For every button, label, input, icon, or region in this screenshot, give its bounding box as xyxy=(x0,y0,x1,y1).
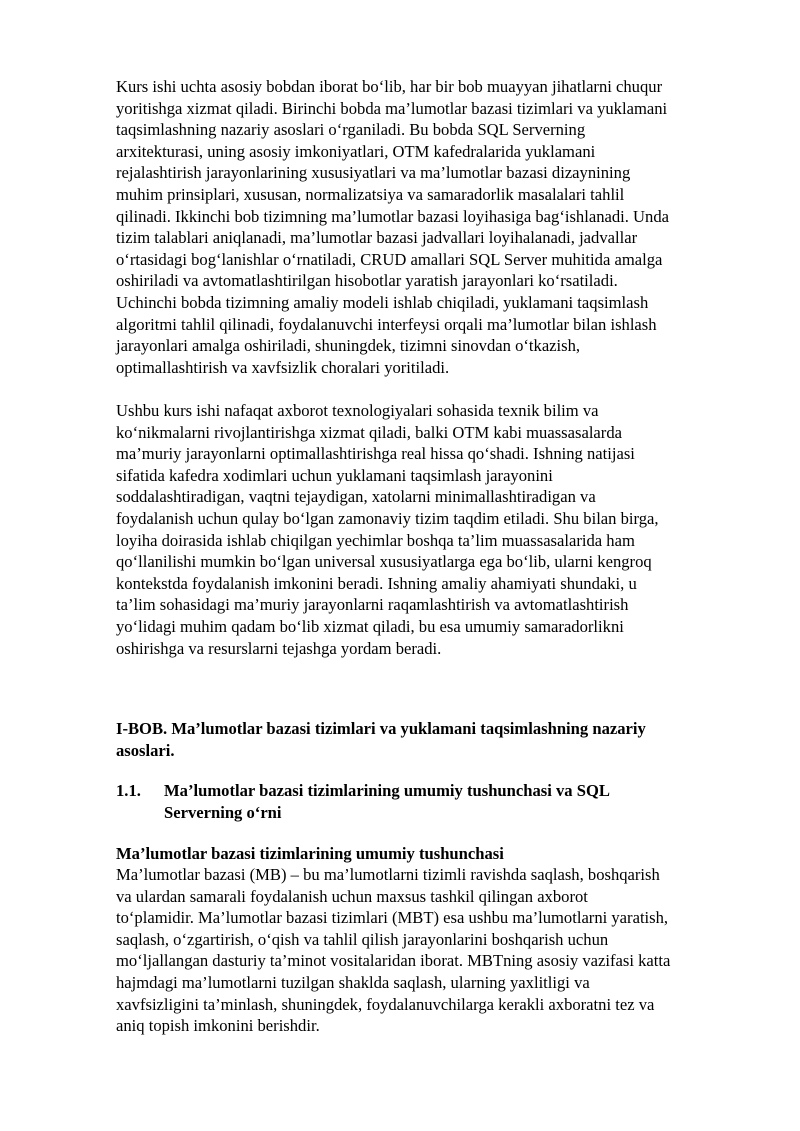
text-line: yo‘lidagi muhim qadam bo‘lib xizmat qiladi, bu esa umumiy samaradorlikni xyxy=(116,616,624,636)
text-line: arxitekturasi, uning asosiy imkoniyatlari, OTM kafedralarida yuklamani xyxy=(116,141,596,161)
text-line: xavfsizligini ta’minlash, shuningdek, foydalanuvchilarga kerakli axboratni tez va xyxy=(116,994,655,1014)
text-line: va ulardan samarali foydalanish uchun maxsus tashkil qilingan axborot xyxy=(116,886,588,906)
section-number: 1.1. xyxy=(116,781,141,800)
text-line: taqsimlashning nazariy asoslari o‘rganiladi. Bu bobda SQL Serverning xyxy=(116,120,586,140)
text-line: saqlash, o‘zgartirish, o‘qish va tahlil qilish jarayonlarini boshqarish uchun xyxy=(116,929,609,949)
text-line: Ushbu kurs ishi nafaqat axborot texnologiyalari sohasida texnik bilim va xyxy=(116,401,599,420)
heading-line: Ma’lumotlar bazasi tizimlarining umumiy tushunchasi va SQL xyxy=(164,781,610,800)
text-line: ta’lim sohasidagi ma’muriy jarayonlarni raqamlashtirish va avtomatlashtirish xyxy=(116,595,629,615)
text-line: Uchinchi bobda tizimning amaliy modeli ishlab chiqiladi, yuklamani taqsimlash xyxy=(116,292,649,312)
text-line: oshiriladi va avtomatlashtirilgan hisobotlar yaratish jarayonlari ko‘rsatiladi. xyxy=(116,271,618,291)
text-line: yoritishga xizmat qiladi. Birinchi bobda ma’lumotlar bazasi tizimlari va yuklamani xyxy=(116,98,668,118)
text-line: hajmdagi ma’lumotlarni tuzilgan shaklda saqlash, ularning yaxlitligi va xyxy=(116,972,590,992)
text-line: jarayonlari amalga oshiriladi, shuningdek, tizimni sinovdan o‘tkazish, xyxy=(116,336,581,356)
text-line: ko‘nikmalarni rivojlantirishga xizmat qiladi, balki OTM kabi muassasalarda xyxy=(116,422,622,442)
text-line: oshirishga va resurslarni tejashga yordam beradi. xyxy=(116,638,442,658)
text-line: sifatida kafedra xodimlari uchun yuklamani taqsimlash jarayonini xyxy=(116,465,553,485)
text-line: qilinadi. Ikkinchi bob tizimning ma’lumotlar bazasi loyihasiga bag‘ishlanadi. Unda xyxy=(116,206,669,226)
chapter-heading xyxy=(116,718,746,761)
text-line: Ma’lumotlar bazasi (MB) – bu ma’lumotlarni tizimli ravishda saqlash, boshqarish xyxy=(116,865,660,884)
text-line: rejalashtirish jarayonlarining xususiyatlari va ma’lumotlar bazasi dizaynining xyxy=(116,163,631,183)
heading-line: Ma’lumotlar bazasi tizimlarining umumiy tushunchasi xyxy=(116,844,504,863)
text-line: Kurs ishi uchta asosiy bobdan iborat bo‘lib, har bir bob muayyan jihatlarni chuqur xyxy=(116,77,663,96)
subsection-title xyxy=(116,843,746,865)
text-line: tizim talablari aniqlanadi, ma’lumotlar bazasi jadvallari loyihalanadi, jadvallar xyxy=(116,228,638,248)
text-line: optimallashtirish va xavfsizlik choralari yoritiladi. xyxy=(116,357,450,377)
text-line: loyiha doirasida ishlab chiqilgan yechimlar boshqa ta’lim muassasalarida ham xyxy=(116,530,635,550)
text-line: aniq topish imkonini berishdir. xyxy=(116,1016,320,1036)
intro-paragraph-chapters-overview xyxy=(116,76,746,378)
intro-paragraph-significance xyxy=(116,400,746,659)
heading-line: I-BOB. Ma’lumotlar bazasi tizimlari va yuklamani taqsimlashning nazariy xyxy=(116,719,646,738)
text-line: to‘plamidir. Ma’lumotlar bazasi tizimlari (MBT) esa ushbu ma’lumotlarni yaratish, xyxy=(116,908,669,928)
text-line: algoritmi tahlil qilinadi, foydalanuvchi interfeysi orqali ma’lumotlar bilan ishlash xyxy=(116,314,657,334)
text-line: qo‘llanilishi mumkin bo‘lgan universal xususiyatlarga ega bo‘lib, ularni kengroq xyxy=(116,552,652,572)
text-line: soddalashtiradigan, vaqtni tejaydigan, xatolarni minimallashtiradigan va xyxy=(116,487,596,507)
text-line: kontekstda foydalanish imkonini beradi. Ishning amaliy ahamiyati shundaki, u xyxy=(116,573,637,593)
definition-paragraph xyxy=(116,864,746,1037)
heading-line: asoslari. xyxy=(116,740,175,760)
text-line: foydalanish uchun qulay bo‘lgan zamonaviy tizim taqdim etiladi. Shu bilan birga, xyxy=(116,508,659,528)
text-line: mo‘ljallangan dasturiy ta’minot vositalaridan iborat. MBTning asosiy vazifasi katta xyxy=(116,951,671,971)
text-line: muhim prinsiplari, xususan, normalizatsiya va samaradorlik masalalari tahlil xyxy=(116,184,625,204)
heading-line: Serverning o‘rni xyxy=(164,802,282,822)
text-line: o‘rtasidagi bog‘lanishlar o‘rnatiladi, CRUD amallari SQL Server muhitida amalga xyxy=(116,249,663,269)
text-line: ma’muriy jarayonlarni optimallashtirishga real hissa qo‘shadi. Ishning natijasi xyxy=(116,444,635,464)
